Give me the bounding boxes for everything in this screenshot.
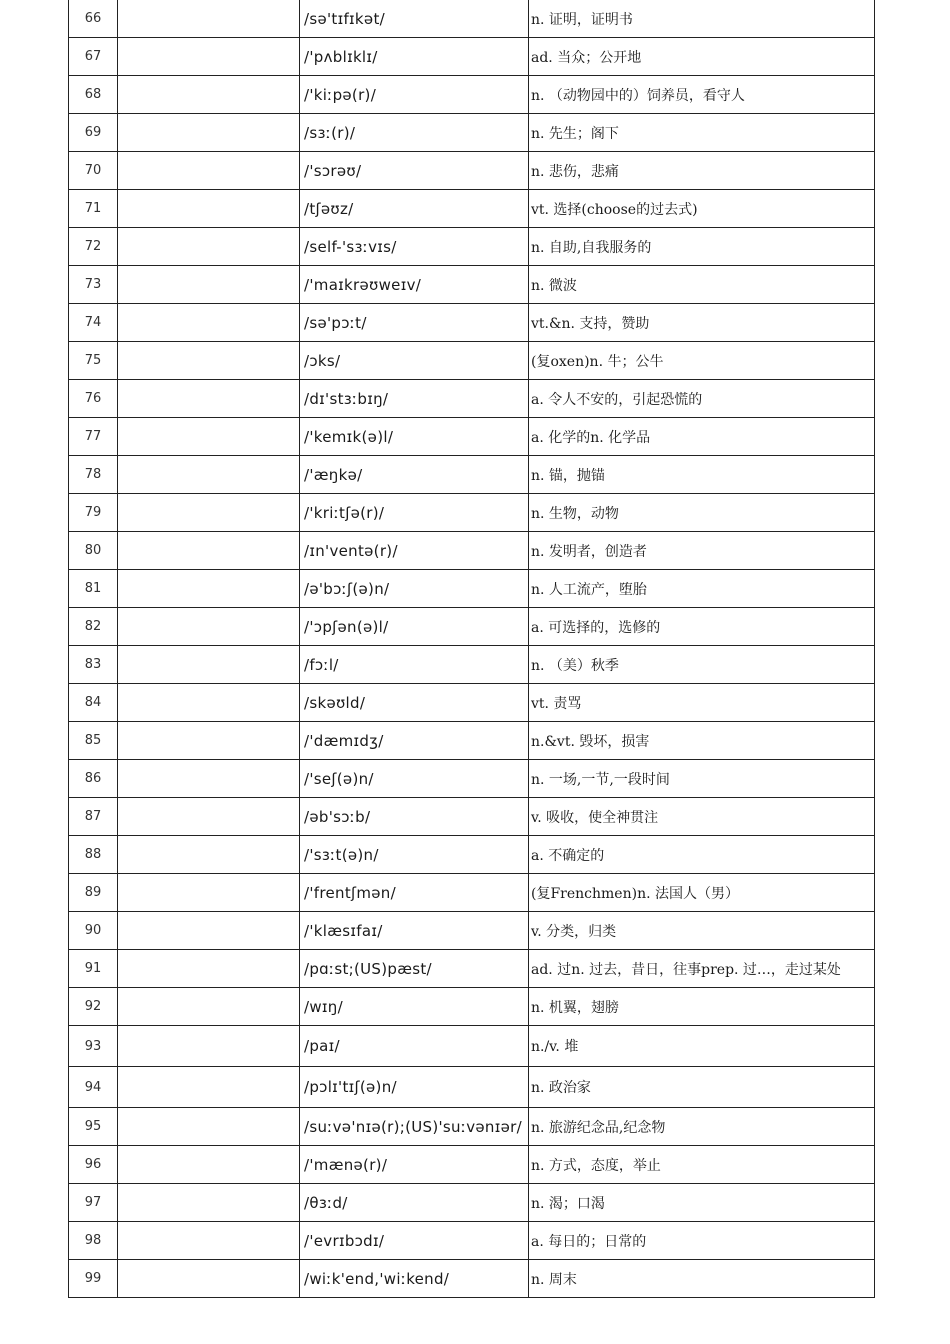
word-cell xyxy=(118,228,300,266)
table-row xyxy=(69,1146,875,1184)
phonetic-cell: /fɔːl/ xyxy=(300,646,529,684)
phonetic-cell: /'mænə(r)/ xyxy=(300,1146,529,1184)
definition-cell: n. 发明者，创造者 xyxy=(529,532,875,570)
row-number: 75 xyxy=(69,342,118,380)
word-cell xyxy=(118,114,300,152)
phonetic-cell: /suːvə'nɪə(r);(US)'suːvənɪər/ xyxy=(300,1108,529,1146)
phonetic-cell: /'kiːpə(r)/ xyxy=(300,76,529,114)
row-number: 66 xyxy=(69,0,118,38)
phonetic-cell: /'evrɪbɔdɪ/ xyxy=(300,1222,529,1260)
definition-cell: ad. 过n. 过去，昔日，往事prep. 过…，走过某处 xyxy=(529,950,875,988)
row-number: 67 xyxy=(69,38,118,76)
row-number: 90 xyxy=(69,912,118,950)
row-number: 69 xyxy=(69,114,118,152)
word-cell xyxy=(118,1222,300,1260)
table-row xyxy=(69,950,875,988)
row-number: 86 xyxy=(69,760,118,798)
table-row xyxy=(69,532,875,570)
table-row xyxy=(69,798,875,836)
table-row xyxy=(69,836,875,874)
word-cell xyxy=(118,1067,300,1108)
table-row xyxy=(69,1184,875,1222)
word-cell xyxy=(118,0,300,38)
definition-cell: n. 一场,一节,一段时间 xyxy=(529,760,875,798)
table-row xyxy=(69,988,875,1026)
phonetic-cell: /'kriːtʃə(r)/ xyxy=(300,494,529,532)
row-number: 96 xyxy=(69,1146,118,1184)
row-number: 82 xyxy=(69,608,118,646)
row-number: 71 xyxy=(69,190,118,228)
definition-cell: a. 可选择的，选修的 xyxy=(529,608,875,646)
definition-cell: n. 周末 xyxy=(529,1260,875,1298)
word-cell xyxy=(118,760,300,798)
definition-cell: n. （动物园中的）饲养员，看守人 xyxy=(529,76,875,114)
definition-cell: ad. 当众；公开地 xyxy=(529,38,875,76)
word-cell xyxy=(118,608,300,646)
row-number: 88 xyxy=(69,836,118,874)
row-number: 91 xyxy=(69,950,118,988)
row-number: 68 xyxy=(69,76,118,114)
table-row xyxy=(69,1260,875,1298)
table-row xyxy=(69,1108,875,1146)
word-cell xyxy=(118,950,300,988)
row-number: 99 xyxy=(69,1260,118,1298)
word-cell xyxy=(118,532,300,570)
word-cell xyxy=(118,1260,300,1298)
table-row xyxy=(69,874,875,912)
row-number: 78 xyxy=(69,456,118,494)
row-number: 74 xyxy=(69,304,118,342)
row-number: 77 xyxy=(69,418,118,456)
phonetic-cell: /əb'sɔːb/ xyxy=(300,798,529,836)
phonetic-cell: /'æŋkə/ xyxy=(300,456,529,494)
table-row xyxy=(69,912,875,950)
table-row xyxy=(69,1026,875,1067)
row-number: 70 xyxy=(69,152,118,190)
table-row xyxy=(69,684,875,722)
definition-cell: v. 吸收，使全神贯注 xyxy=(529,798,875,836)
row-number: 94 xyxy=(69,1067,118,1108)
phonetic-cell: /'ɔpʃən(ə)l/ xyxy=(300,608,529,646)
row-number: 95 xyxy=(69,1108,118,1146)
definition-cell: n. 方式，态度，举止 xyxy=(529,1146,875,1184)
table-row xyxy=(69,646,875,684)
word-cell xyxy=(118,1146,300,1184)
table-row xyxy=(69,456,875,494)
phonetic-cell: /'sɜːt(ə)n/ xyxy=(300,836,529,874)
table-row xyxy=(69,494,875,532)
phonetic-cell: /paɪ/ xyxy=(300,1026,529,1067)
definition-cell: vt. 责骂 xyxy=(529,684,875,722)
definition-cell: a. 化学的n. 化学品 xyxy=(529,418,875,456)
phonetic-cell: /'seʃ(ə)n/ xyxy=(300,760,529,798)
definition-cell: n. （美）秋季 xyxy=(529,646,875,684)
table-row xyxy=(69,342,875,380)
phonetic-cell: /sɜː(r)/ xyxy=(300,114,529,152)
word-cell xyxy=(118,570,300,608)
table-row xyxy=(69,228,875,266)
phonetic-cell: /'klæsɪfaɪ/ xyxy=(300,912,529,950)
table-row xyxy=(69,418,875,456)
row-number: 84 xyxy=(69,684,118,722)
definition-cell: (复oxen)n. 牛；公牛 xyxy=(529,342,875,380)
table-row xyxy=(69,266,875,304)
definition-cell: v. 分类，归类 xyxy=(529,912,875,950)
vocabulary-table-body xyxy=(69,0,875,1298)
definition-cell: n. 渴；口渴 xyxy=(529,1184,875,1222)
word-cell xyxy=(118,684,300,722)
definition-cell: n. 证明，证明书 xyxy=(529,0,875,38)
phonetic-cell: /θɜːd/ xyxy=(300,1184,529,1222)
word-cell xyxy=(118,798,300,836)
word-cell xyxy=(118,342,300,380)
definition-cell: a. 每日的；日常的 xyxy=(529,1222,875,1260)
row-number: 92 xyxy=(69,988,118,1026)
vocabulary-sheet xyxy=(68,0,874,1298)
phonetic-cell: /tʃəʊz/ xyxy=(300,190,529,228)
definition-cell: n. 生物，动物 xyxy=(529,494,875,532)
table-row xyxy=(69,570,875,608)
definition-cell: n. 悲伤，悲痛 xyxy=(529,152,875,190)
vocabulary-table xyxy=(68,0,875,1298)
phonetic-cell: /ə'bɔːʃ(ə)n/ xyxy=(300,570,529,608)
table-row xyxy=(69,190,875,228)
row-number: 79 xyxy=(69,494,118,532)
row-number: 72 xyxy=(69,228,118,266)
definition-cell: n. 机翼，翅膀 xyxy=(529,988,875,1026)
word-cell xyxy=(118,836,300,874)
phonetic-cell: /self-'sɜːvɪs/ xyxy=(300,228,529,266)
word-cell xyxy=(118,912,300,950)
word-cell xyxy=(118,494,300,532)
definition-cell: n. 人工流产，堕胎 xyxy=(529,570,875,608)
table-row xyxy=(69,114,875,152)
word-cell xyxy=(118,380,300,418)
phonetic-cell: /ɔks/ xyxy=(300,342,529,380)
phonetic-cell: /pɔlɪ'tɪʃ(ə)n/ xyxy=(300,1067,529,1108)
word-cell xyxy=(118,152,300,190)
definition-cell: n./v. 堆 xyxy=(529,1026,875,1067)
phonetic-cell: /skəʊld/ xyxy=(300,684,529,722)
phonetic-cell: /sə'pɔːt/ xyxy=(300,304,529,342)
phonetic-cell: /'pʌblɪklɪ/ xyxy=(300,38,529,76)
word-cell xyxy=(118,1184,300,1222)
row-number: 98 xyxy=(69,1222,118,1260)
definition-cell: n. 政治家 xyxy=(529,1067,875,1108)
phonetic-cell: /'maɪkrəʊweɪv/ xyxy=(300,266,529,304)
row-number: 80 xyxy=(69,532,118,570)
row-number: 97 xyxy=(69,1184,118,1222)
word-cell xyxy=(118,456,300,494)
definition-cell: (复Frenchmen)n. 法国人（男） xyxy=(529,874,875,912)
phonetic-cell: /dɪ'stɜːbɪŋ/ xyxy=(300,380,529,418)
table-row xyxy=(69,380,875,418)
definition-cell: n. 自助,自我服务的 xyxy=(529,228,875,266)
definition-cell: a. 令人不安的，引起恐慌的 xyxy=(529,380,875,418)
word-cell xyxy=(118,418,300,456)
definition-cell: vt. 选择(choose的过去式) xyxy=(529,190,875,228)
definition-cell: a. 不确定的 xyxy=(529,836,875,874)
word-cell xyxy=(118,304,300,342)
word-cell xyxy=(118,646,300,684)
row-number: 85 xyxy=(69,722,118,760)
word-cell xyxy=(118,76,300,114)
phonetic-cell: /wɪŋ/ xyxy=(300,988,529,1026)
definition-cell: n. 锚，抛锚 xyxy=(529,456,875,494)
phonetic-cell: /'sɔrəʊ/ xyxy=(300,152,529,190)
table-row xyxy=(69,0,875,38)
table-row xyxy=(69,760,875,798)
table-row xyxy=(69,1222,875,1260)
definition-cell: n. 先生；阁下 xyxy=(529,114,875,152)
row-number: 81 xyxy=(69,570,118,608)
word-cell xyxy=(118,190,300,228)
row-number: 87 xyxy=(69,798,118,836)
row-number: 73 xyxy=(69,266,118,304)
table-row xyxy=(69,152,875,190)
word-cell xyxy=(118,874,300,912)
table-row xyxy=(69,38,875,76)
definition-cell: n. 微波 xyxy=(529,266,875,304)
row-number: 76 xyxy=(69,380,118,418)
phonetic-cell: /'frentʃmən/ xyxy=(300,874,529,912)
word-cell xyxy=(118,38,300,76)
word-cell xyxy=(118,1026,300,1067)
phonetic-cell: /'dæmɪdʒ/ xyxy=(300,722,529,760)
definition-cell: n. 旅游纪念品,纪念物 xyxy=(529,1108,875,1146)
definition-cell: n.&vt. 毁坏，损害 xyxy=(529,722,875,760)
word-cell xyxy=(118,1108,300,1146)
table-row xyxy=(69,1067,875,1108)
phonetic-cell: /sə'tɪfɪkət/ xyxy=(300,0,529,38)
word-cell xyxy=(118,266,300,304)
table-row xyxy=(69,304,875,342)
table-row xyxy=(69,722,875,760)
row-number: 93 xyxy=(69,1026,118,1067)
definition-cell: vt.&n. 支持，赞助 xyxy=(529,304,875,342)
word-cell xyxy=(118,988,300,1026)
table-row xyxy=(69,76,875,114)
word-cell xyxy=(118,722,300,760)
phonetic-cell: /pɑːst;(US)pæst/ xyxy=(300,950,529,988)
phonetic-cell: /wiːk'end,'wiːkend/ xyxy=(300,1260,529,1298)
phonetic-cell: /'kemɪk(ə)l/ xyxy=(300,418,529,456)
table-row xyxy=(69,608,875,646)
row-number: 83 xyxy=(69,646,118,684)
row-number: 89 xyxy=(69,874,118,912)
phonetic-cell: /ɪn'ventə(r)/ xyxy=(300,532,529,570)
